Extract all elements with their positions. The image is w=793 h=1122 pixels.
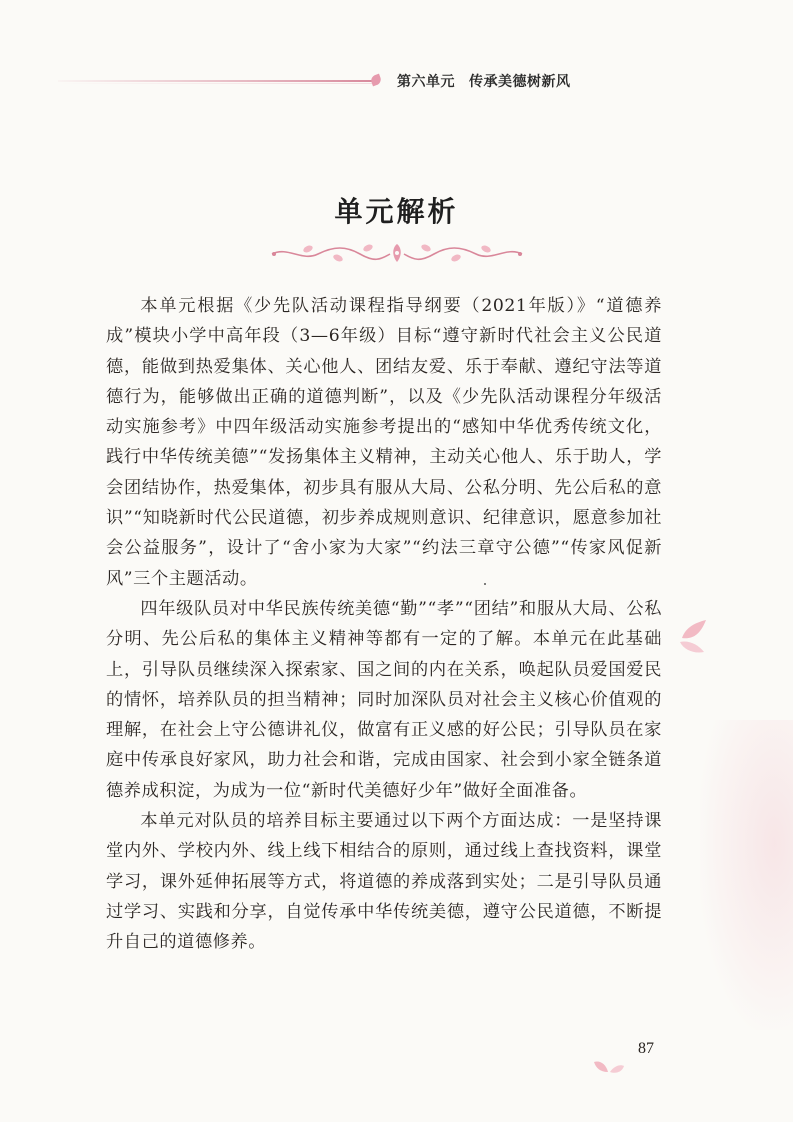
paragraph: 本单元对队员的培养目标主要通过以下两个方面达成：一是坚持课堂内外、学校内外、线上线下相结合的原则，通过线上查找资料，课堂学习，课外延伸拓展等方式，将道德的养成落到实处；二是引导队员通过学习、实践和分享，自觉传承中华传统美德，遵守公民道德，不断提升自己的道德修养。 bbox=[106, 811, 662, 953]
stray-mark bbox=[484, 583, 486, 585]
page-number: 87 bbox=[638, 1040, 654, 1057]
running-header bbox=[397, 71, 571, 91]
petal-icon bbox=[370, 74, 383, 87]
background-petal-wash bbox=[700, 720, 793, 1030]
paragraph: 四年级队员对中华民族传统美德“勤”“孝”“团结”和服从大局、公私分明、先公后私的集体主义精神等都有一定的了解。本单元在此基础上，引导队员继续深入探索家、国之间的内在关系，唤起队员爱国爱民的情怀，培养队员的担当精神；同时加深队员对社会主义核心价值观的理解，在社会上守公德讲礼仪，做富有正义感的好公民；引导队员在家庭中传承良好家风，助力社会和谐，完成由国家、社会到小家全链条道德养成积淀，为成为一位“新时代美德好少年”做好全面准备。 bbox=[106, 598, 662, 801]
flourish-ornament bbox=[268, 236, 526, 268]
petal-icon bbox=[676, 618, 710, 656]
unit-number: 第六单元 bbox=[397, 74, 455, 90]
paragraph: 本单元根据《少先队活动课程指导纲要（2021年版）》“道德养成”模块小学中高年段（3—6年级）目标“遵守新时代社会主义公民道德，能做到热爱集体、关心他人、团结友爱、乐于奉献、遵纪守法等道德行为，能够做出正确的道德判断”，以及《少先队活动课程分年级活动实施参考》中四年级活动实施参考提出的“感知中华优秀传统文化，践行中华传统美德”“发扬集体主义精神，主动关心他人、乐于助人，学会团结协作，热爱集体，初步具有服从大局、公私分明、先公后私的意识”“知晓新时代公民道德，初步养成规则意识、纪律意识，愿意参加社会公益服务”，设计了“舍小家为大家”“约法三章守公德”“传家风促新风”三个主题活动。 bbox=[106, 296, 662, 589]
unit-analysis-body bbox=[106, 291, 662, 958]
unit-theme: 传承美德树新风 bbox=[469, 74, 571, 90]
page-title: 单元解析 bbox=[334, 195, 459, 228]
petal-icon bbox=[592, 1056, 626, 1078]
header-rule bbox=[58, 80, 372, 82]
